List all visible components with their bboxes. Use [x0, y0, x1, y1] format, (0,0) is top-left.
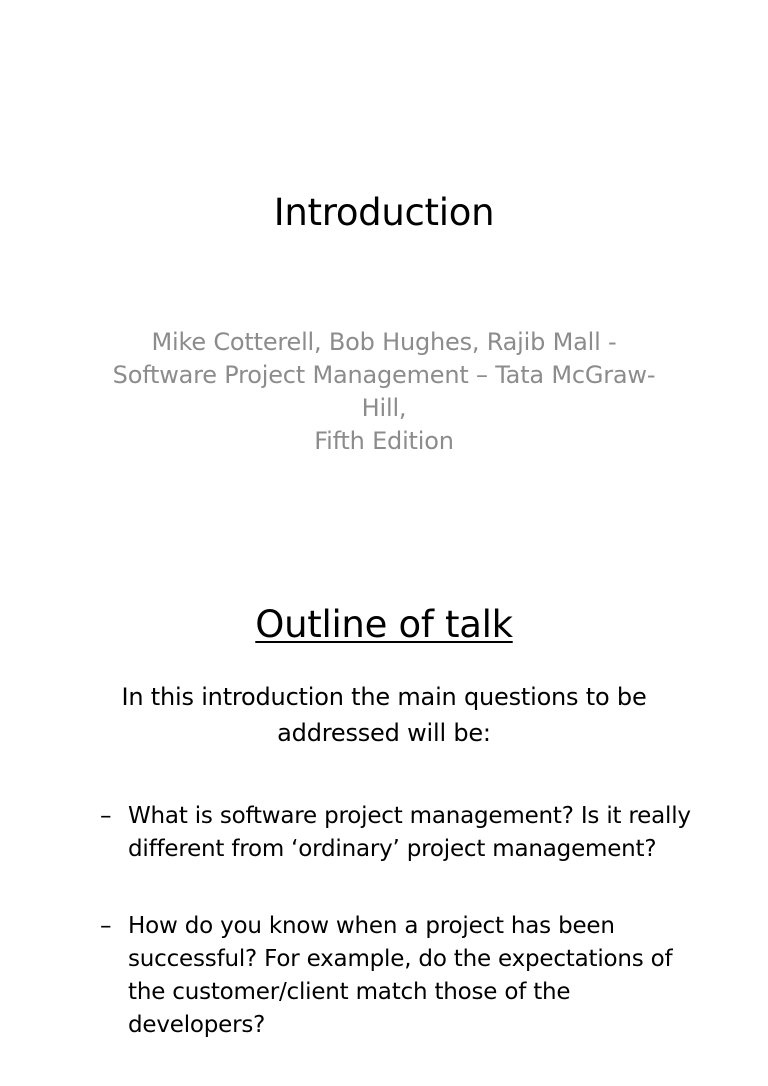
bullet-text: What is software project management? Is it really different from ‘ordinary’ project management?	[128, 803, 691, 862]
bullet-text: How do you know when a project has been successful? For example, do the expectations of the customer/client match those of the developers?	[128, 913, 673, 1038]
list-item	[100, 800, 700, 866]
intro-text: In this introduction the main questions to be addressed will be:	[121, 683, 647, 747]
slide-outline	[0, 560, 768, 1038]
dash-bullet-icon: –	[100, 913, 112, 939]
slide-title: Introduction	[273, 191, 495, 234]
reference-line: Mike Cotterell, Bob Hughes, Rajib Mall - Software Project Management – Tata McGraw-Hill,	[112, 328, 656, 422]
bullet-list	[100, 800, 700, 1086]
slide-title: Outline of talk	[255, 603, 513, 646]
slide-subtitle	[100, 326, 668, 458]
list-item	[100, 910, 700, 1042]
dash-bullet-icon: –	[100, 803, 112, 829]
edition-line: Fifth Edition	[314, 427, 454, 455]
